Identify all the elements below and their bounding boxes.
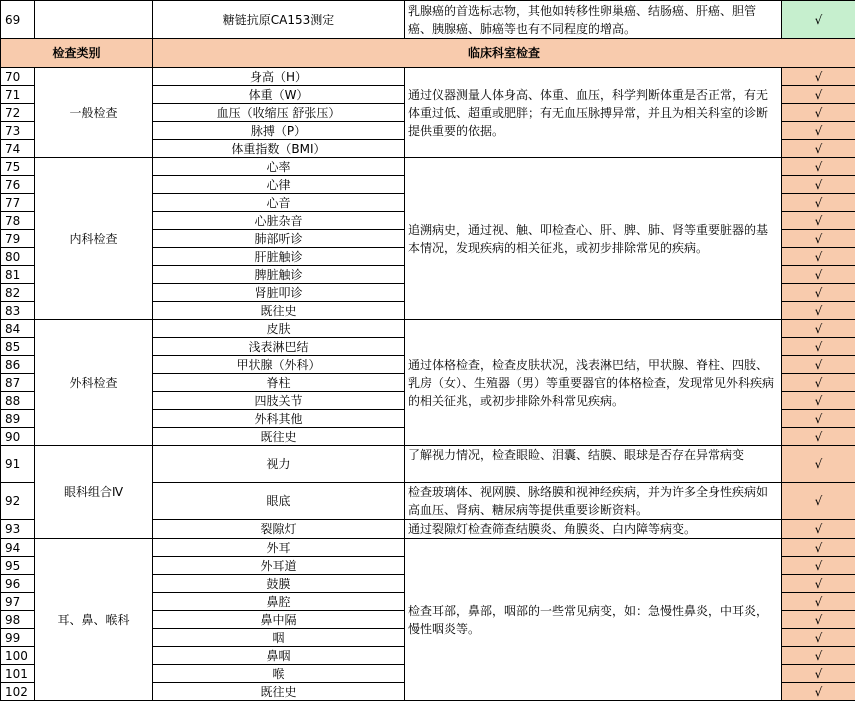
check-mark: √: [782, 593, 855, 611]
check-mark: √: [782, 176, 855, 194]
item-name: 脉搏（P）: [153, 122, 405, 140]
category-general: 一般检查: [35, 68, 153, 158]
item-name: 眼底: [153, 483, 405, 520]
check-mark: √: [782, 520, 855, 539]
check-mark: √: [782, 194, 855, 212]
item-name: 喉: [153, 665, 405, 683]
item-name: 脾脏触诊: [153, 266, 405, 284]
check-mark: √: [782, 665, 855, 683]
item-description: 乳腺癌的首选标志物，其他如转移性卵巢癌、结肠癌、肝癌、胆管癌、胰腺癌、肺癌等也有不同程度的增高。: [405, 1, 782, 39]
check-mark: √: [782, 266, 855, 284]
category-eye: 眼科组合Ⅳ: [35, 446, 153, 539]
category-surgical: 外科检查: [35, 320, 153, 446]
row-number: 76: [1, 176, 35, 194]
item-name: 鼻咽: [153, 647, 405, 665]
check-mark: √: [782, 374, 855, 392]
check-mark: √: [782, 446, 855, 483]
row-number: 71: [1, 86, 35, 104]
check-mark: √: [782, 683, 855, 701]
check-mark: √: [782, 629, 855, 647]
section-header-row: [1, 39, 855, 68]
item-name: 心律: [153, 176, 405, 194]
item-name: 血压（收缩压 舒张压）: [153, 104, 405, 122]
row-number: 78: [1, 212, 35, 230]
check-mark: √: [782, 302, 855, 320]
row-number: 80: [1, 248, 35, 266]
row-number: 84: [1, 320, 35, 338]
item-name: 鼻腔: [153, 593, 405, 611]
item-description: 了解视力情况，检查眼睑、泪囊、结膜、眼球是否存在异常病变: [405, 446, 782, 483]
item-name: 肺部听诊: [153, 230, 405, 248]
group-description: 通过仪器测量人体身高、体重、血压，科学判断体重是否正常，有无体重过低、超重或肥胖；有无血压脉搏异常，并且为相关科室的诊断提供重要的依据。: [405, 68, 782, 158]
row-number: 81: [1, 266, 35, 284]
check-mark: √: [782, 428, 855, 446]
item-name: 外耳道: [153, 557, 405, 575]
row-number: 94: [1, 539, 35, 557]
category-cell-empty: [35, 1, 153, 39]
row-number: 87: [1, 374, 35, 392]
check-mark: √: [782, 483, 855, 520]
check-mark: √: [782, 212, 855, 230]
item-name: 既往史: [153, 683, 405, 701]
check-mark: √: [782, 248, 855, 266]
item-name: 既往史: [153, 428, 405, 446]
row-number: 82: [1, 284, 35, 302]
row-number: 74: [1, 140, 35, 158]
item-name: 鼓膜: [153, 575, 405, 593]
item-description: 检查玻璃体、视网膜、脉络膜和视神经疾病，并为许多全身性疾病如高血压、肾病、糖尿病等提供重要诊断资料。: [405, 483, 782, 520]
item-name: 裂隙灯: [153, 520, 405, 539]
item-name: 既往史: [153, 302, 405, 320]
item-name: 外耳: [153, 539, 405, 557]
check-mark: √: [782, 647, 855, 665]
item-name: 外科其他: [153, 410, 405, 428]
check-mark: √: [782, 392, 855, 410]
row-number: 89: [1, 410, 35, 428]
check-mark: √: [782, 86, 855, 104]
check-mark: √: [782, 140, 855, 158]
item-name: 肝脏触诊: [153, 248, 405, 266]
row-number: 102: [1, 683, 35, 701]
item-name: 体重指数（BMI）: [153, 140, 405, 158]
row-number: 86: [1, 356, 35, 374]
row-number: 100: [1, 647, 35, 665]
category-ent: 耳、鼻、喉科: [35, 539, 153, 701]
check-mark: √: [782, 557, 855, 575]
group-description: 通过体格检查，检查皮肤状况，浅表淋巴结，甲状腺、脊柱、四肢、乳房（女）、生殖器（男）等重要器官的体格检查，发现常见外科疾病的相关征兆，或初步排除外科常见疾病。: [405, 320, 782, 446]
item-description: 通过裂隙灯检查筛查结膜炎、角膜炎、白内障等病变。: [405, 520, 782, 539]
item-name: 脊柱: [153, 374, 405, 392]
row-number: 77: [1, 194, 35, 212]
item-name: 心脏杂音: [153, 212, 405, 230]
check-mark: √: [782, 611, 855, 629]
check-mark: √: [782, 356, 855, 374]
item-name: 皮肤: [153, 320, 405, 338]
row-number: 101: [1, 665, 35, 683]
item-name: 甲状腺（外科）: [153, 356, 405, 374]
item-name: 视力: [153, 446, 405, 483]
check-mark: √: [782, 122, 855, 140]
check-mark: √: [782, 104, 855, 122]
table-row: [1, 68, 855, 86]
row-number: 75: [1, 158, 35, 176]
check-mark: √: [782, 338, 855, 356]
item-name: 心率: [153, 158, 405, 176]
item-name: 心音: [153, 194, 405, 212]
item-name: 四肢关节: [153, 392, 405, 410]
group-description: 检查耳部，鼻部，咽部的一些常见病变，如：急慢性鼻炎，中耳炎，慢性咽炎等。: [405, 539, 782, 701]
check-mark: √: [782, 575, 855, 593]
row-number: 69: [1, 1, 35, 39]
row-number: 70: [1, 68, 35, 86]
check-mark: √: [782, 230, 855, 248]
row-number: 98: [1, 611, 35, 629]
header-category: 检查类别: [1, 39, 153, 68]
header-clinical: 临床科室检查: [153, 39, 855, 68]
row-number: 97: [1, 593, 35, 611]
row-number: 96: [1, 575, 35, 593]
check-mark: √: [782, 68, 855, 86]
row-number: 99: [1, 629, 35, 647]
category-internal: 内科检查: [35, 158, 153, 320]
check-mark: √: [782, 410, 855, 428]
check-mark: √: [782, 320, 855, 338]
item-name: 身高（H）: [153, 68, 405, 86]
row-number: 79: [1, 230, 35, 248]
item-name: 糖链抗原CA153测定: [153, 1, 405, 39]
item-name: 鼻中隔: [153, 611, 405, 629]
row-number: 85: [1, 338, 35, 356]
row-number: 90: [1, 428, 35, 446]
table-row: [1, 446, 855, 483]
check-mark: √: [782, 158, 855, 176]
item-name: 体重（W）: [153, 86, 405, 104]
row-number: 93: [1, 520, 35, 539]
item-name: 咽: [153, 629, 405, 647]
check-mark: √: [782, 1, 855, 39]
row-number: 95: [1, 557, 35, 575]
item-name: 肾脏叩诊: [153, 284, 405, 302]
item-name: 浅表淋巴结: [153, 338, 405, 356]
row-number: 83: [1, 302, 35, 320]
check-mark: √: [782, 284, 855, 302]
table-row: [1, 320, 855, 338]
group-description: 追溯病史，通过视、触、叩检查心、肝、脾、肺、肾等重要脏器的基本情况，发现疾病的相关征兆，或初步排除常见的疾病。: [405, 158, 782, 320]
row-number: 91: [1, 446, 35, 483]
check-mark: √: [782, 539, 855, 557]
row-number: 73: [1, 122, 35, 140]
table-row: [1, 539, 855, 557]
row-number: 88: [1, 392, 35, 410]
table-row: [1, 1, 855, 39]
table-row: [1, 158, 855, 176]
row-number: 72: [1, 104, 35, 122]
row-number: 92: [1, 483, 35, 520]
